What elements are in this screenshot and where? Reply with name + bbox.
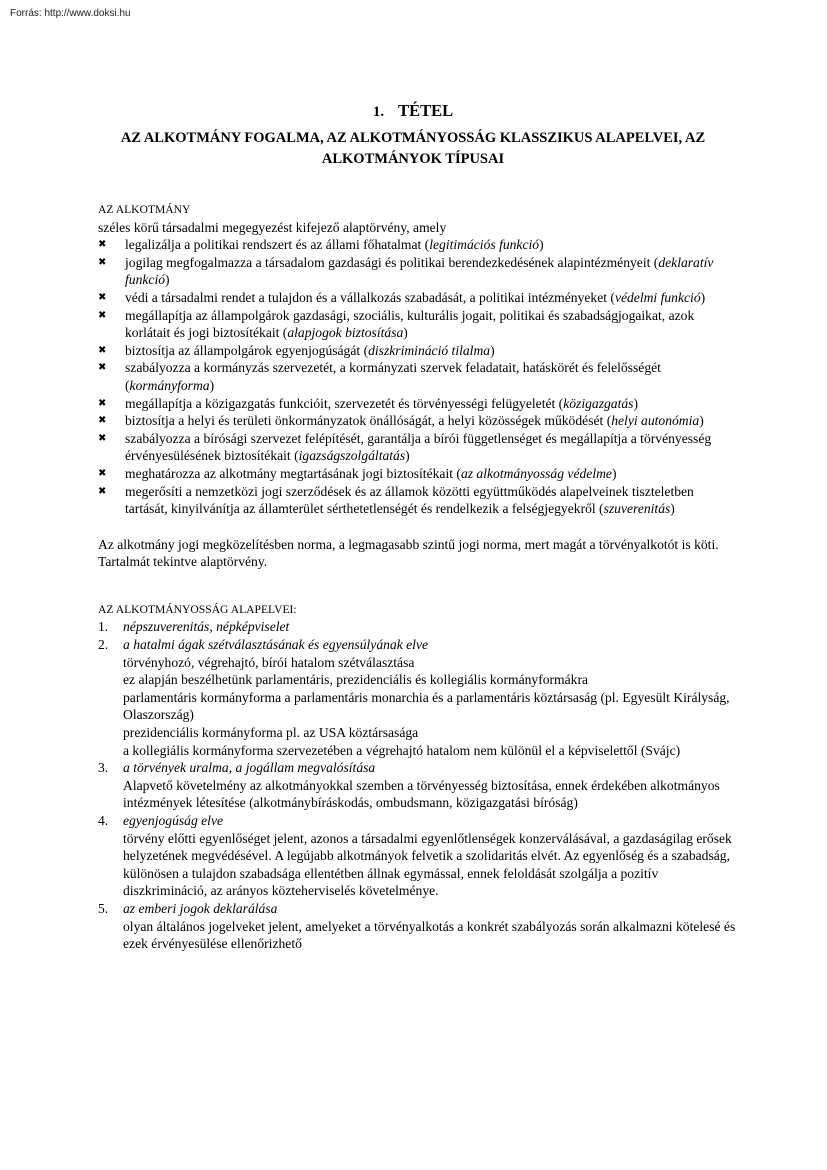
list-item-function-label: közigazgatás xyxy=(563,395,634,411)
bullet-x-icon: ✖ xyxy=(98,344,107,356)
principle-item xyxy=(98,812,736,900)
principle-number: 1. xyxy=(98,619,109,635)
list-item-text: megállapítja az állampolgárok gazdasági, szociális, kulturális jogait, politikai és szabadságjogaikat, azok korlátait és jogi biztosítékait ( xyxy=(125,307,695,341)
principle-item xyxy=(98,636,736,759)
principle-item xyxy=(98,759,736,812)
principle-number: 3. xyxy=(98,760,109,776)
list-item-text: szabályozza a bírósági szervezet felépítését, garantálja a bírói függetlenséget és megállapítja a törvényesség érvényesülésének biztosítékait ( xyxy=(125,430,712,464)
list-item xyxy=(98,307,736,342)
list-item-text: jogilag megfogalmazza a társadalom gazdasági és politikai berendezkedésének alapintézményeit ( xyxy=(125,254,659,270)
principle-detail: olyan általános jogelveket jelent, amelyeket a törvényalkotás a konkrét szabályozás során alkalmazni kötelesé és ezek érvényesülése ellenőrizhető xyxy=(123,918,736,952)
bullet-x-icon: ✖ xyxy=(98,309,107,321)
list-item-function-label: deklaratív funkció xyxy=(125,254,714,288)
list-item-text: biztosítja az állampolgárok egyenjogúságát ( xyxy=(125,342,369,358)
list-item-text: legalizálja a politikai rendszert és az állami főhatalmat ( xyxy=(125,237,430,253)
title-block xyxy=(98,100,728,170)
principle-detail: ez alapján beszélhetünk parlamentáris, prezidenciális és kollegiális kormányformákra xyxy=(123,672,589,688)
principle-item xyxy=(98,618,736,636)
principle-detail: Alapvető követelmény az alkotmányokkal szemben a törvényesség biztosítása, ennek érdekében alkotmányos intézmények létesítése (alkotmánybíráskodás, ombudsmann, közigazgatási bíróság) xyxy=(123,777,720,811)
principle-title: a hatalmi ágak szétválasztásának és egyensúlyának elve xyxy=(123,637,429,653)
section-intro: széles körű társadalmi megegyezést kifejező alaptörvény, amely xyxy=(98,219,447,235)
list-item-closing: ) xyxy=(611,465,617,481)
bullet-x-icon: ✖ xyxy=(98,362,107,374)
list-item-text: szabályozza a kormányzás szervezetét, a kormányzati szervek feladatait, hatáskörét és felelősségét ( xyxy=(125,360,661,393)
principle-detail: parlamentáris kormányforma a parlamentáris monarchia és a parlamentáris köztársaság (pl. Egyesült Királyság, Olaszország) xyxy=(123,689,730,723)
constitution-functions-list xyxy=(98,236,736,518)
subtitle-line-1: AZ ALKOTMÁNY FOGALMA, AZ ALKOTMÁNYOSSÁG KLASSZIKUS ALAPELVEI, AZ xyxy=(120,130,706,146)
list-item-text: megállapítja a közigazgatás funkcióit, szervezetét és törvényességi felügyeletét ( xyxy=(125,395,564,411)
list-item-closing: ) xyxy=(490,342,495,358)
list-item-closing: ) xyxy=(633,395,638,411)
body-paragraph: Az alkotmány jogi megközelítésben norma, a legmagasabb szintű jogi norma, mert magát a törvényalkotót is köti. Tartalmát tekintve alaptörvény. xyxy=(98,536,719,570)
list-item-function-label: diszkrimináció tilalma xyxy=(368,342,491,358)
list-item xyxy=(98,412,736,430)
principle-detail: prezidenciális kormányforma pl. az USA köztársasága xyxy=(123,725,419,741)
principle-item xyxy=(98,900,736,953)
principles-list xyxy=(98,618,736,952)
list-item xyxy=(98,359,736,394)
source-note: Forrás: http://www.doksi.hu xyxy=(10,8,131,19)
list-item-function-label: szuverenitás xyxy=(603,501,671,517)
list-item-closing: ) xyxy=(700,289,706,305)
bullet-x-icon: ✖ xyxy=(98,485,107,497)
list-item-function-label: az alkotmányosság védelme xyxy=(460,465,612,481)
principle-title: népszuverenitás, népképviselet xyxy=(123,619,290,635)
section-heading-alapelvek: AZ ALKOTMÁNYOSSÁG ALAPELVEI: xyxy=(98,602,297,616)
bullet-x-icon: ✖ xyxy=(98,291,107,303)
list-item-text: megerősíti a nemzetközi jogi szerződések és az államok közötti együttműködés alapelveinek tiszteletben tartását, kinyilvánítja az államterület sérthetetlenségét és rendelkezik a felségjegyekről ( xyxy=(125,483,694,517)
list-item xyxy=(98,289,736,307)
title-number: 1. xyxy=(372,104,385,120)
list-item-closing: ) xyxy=(699,413,704,429)
list-item xyxy=(98,483,736,518)
list-item xyxy=(98,236,736,254)
principle-number: 4. xyxy=(98,813,109,828)
list-item xyxy=(98,465,736,483)
bullet-x-icon: ✖ xyxy=(98,415,107,427)
principle-title: az emberi jogok deklarálása xyxy=(123,900,278,916)
bullet-x-icon: ✖ xyxy=(98,467,107,479)
list-item xyxy=(98,342,736,360)
list-item xyxy=(98,395,736,413)
list-item-closing: ) xyxy=(405,448,410,464)
subtitle-line-2: ALKOTMÁNYOK TÍPUSAI xyxy=(321,151,505,167)
list-item-function-label: igazságszolgáltatás xyxy=(298,448,406,464)
principle-number: 2. xyxy=(98,637,109,653)
list-item-function-label: védelmi funkció xyxy=(614,289,701,305)
list-item-closing: ) xyxy=(539,237,544,253)
list-item-text: biztosítja a helyi és területi önkormányzatok önállóságát, a helyi közösségek működését ( xyxy=(125,413,612,429)
list-item-closing: ) xyxy=(165,272,170,288)
bullet-x-icon: ✖ xyxy=(98,432,107,444)
page-subtitle xyxy=(98,128,728,170)
principle-title: a törvények uralma, a jogállam megvalósítása xyxy=(123,760,376,776)
bullet-x-icon: ✖ xyxy=(98,256,107,268)
list-item-text: meghatározza az alkotmány megtartásának jogi biztosítékait ( xyxy=(125,465,461,481)
principle-title: egyenjogúság elve xyxy=(123,813,224,828)
list-item-closing: ) xyxy=(209,377,215,393)
page-title xyxy=(98,100,728,123)
principle-detail: a kollegiális kormányforma szervezetében a végrehajtó hatalom nem különül el a képviselettől (Svájc) xyxy=(123,742,681,758)
section-heading-alkotmany: AZ ALKOTMÁNY xyxy=(98,203,191,216)
bullet-x-icon: ✖ xyxy=(98,397,107,409)
bullet-x-icon: ✖ xyxy=(98,239,107,251)
list-item-text: védi a társadalmi rendet a tulajdon és a vállalkozás szabadását, a politikai intézményeket ( xyxy=(125,289,615,305)
list-item-closing: ) xyxy=(403,325,408,341)
list-item-function-label: helyi autonómia xyxy=(611,413,700,429)
principle-detail: törvény előtti egyenlőséget jelent, azonos a társadalmi egyenlőtlenségek konzerválásával, a gazdaságilag erősek helyzetének megvédésével. A legújabb alkotmányok felvetik a szolidaritás elvét. Az egyenlőség és a szabadság, különösen a tulajdon szabadsága ellentétben állnak egymással, ennek feloldását szolgálja a pozitív diszkrimináció, az arányos közteherviselés követelménye. xyxy=(123,830,732,899)
list-item-function-label: alapjogok biztosítása xyxy=(287,325,404,341)
list-item xyxy=(98,254,736,289)
principle-detail: törvényhozó, végrehajtó, bírói hatalom szétválasztása xyxy=(123,654,415,670)
list-item-function-label: legitimációs funkció xyxy=(429,237,540,253)
title-text: TÉTEL xyxy=(398,101,454,120)
document-body xyxy=(98,201,736,953)
list-item-function-label: kormányforma xyxy=(129,377,210,393)
list-item xyxy=(98,430,736,465)
list-item-closing: ) xyxy=(670,501,675,517)
principle-number: 5. xyxy=(98,900,109,916)
